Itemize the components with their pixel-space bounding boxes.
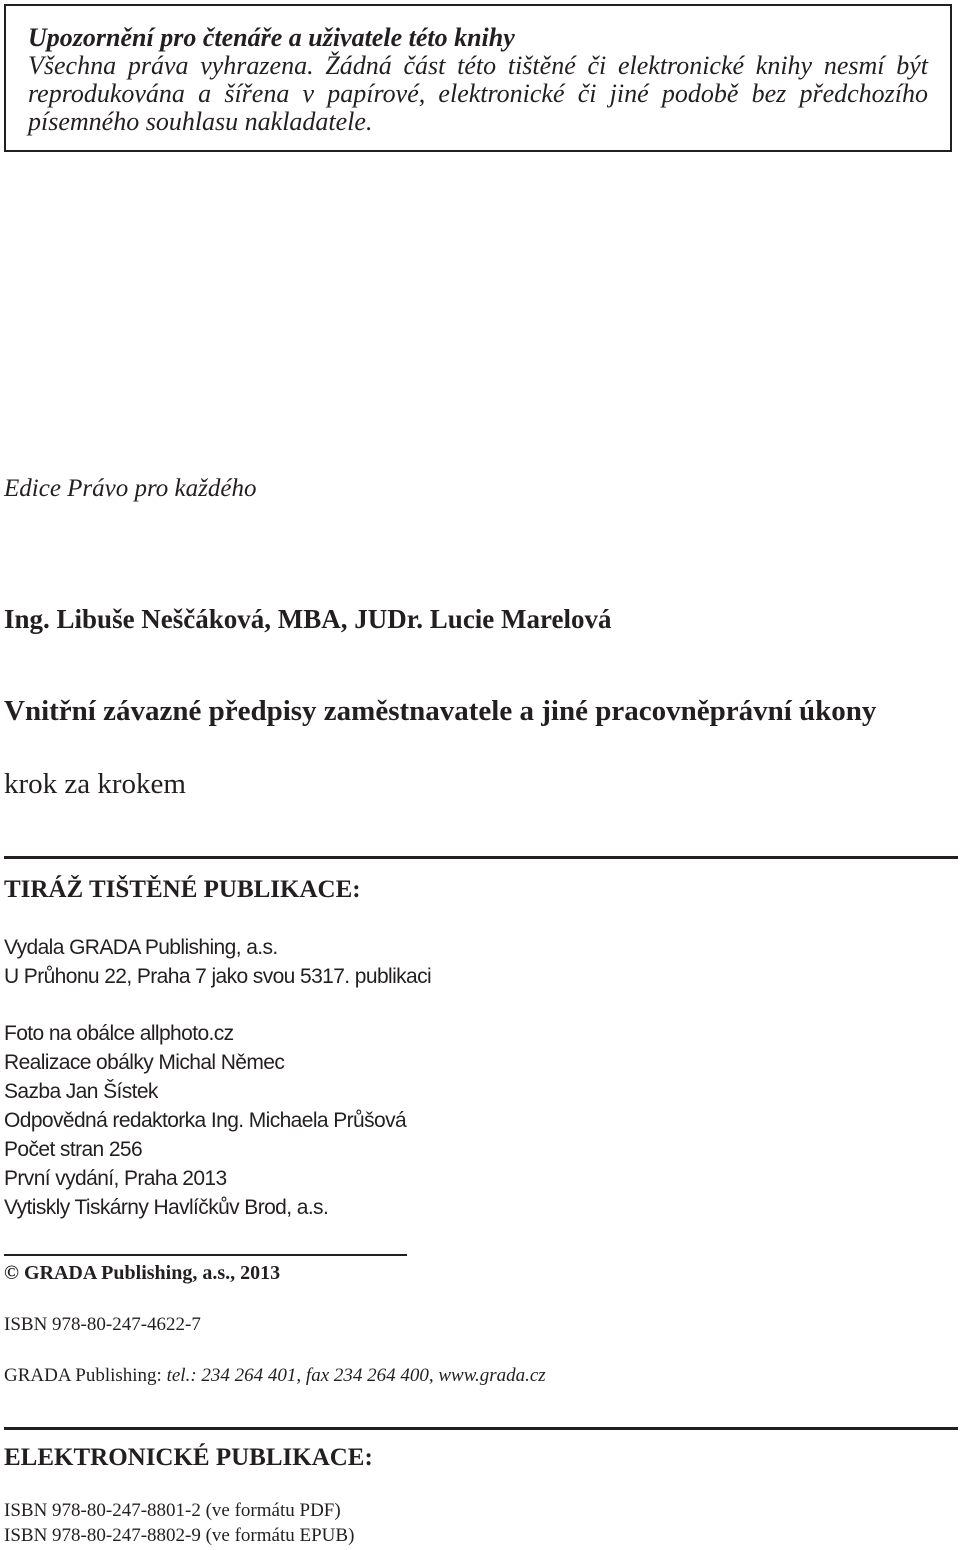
cover-photo-credit: Foto na obálce allphoto.cz [4, 1022, 234, 1045]
publisher-line: Vydala GRADA Publishing, a.s. [4, 936, 278, 959]
notice-body: Všechna práva vyhrazena. Žádná část této tištěné či elektronické knihy nesmí být reprodukována a šířena v papírové, elektronické či jiné podobě bez předchozího písemného souhlasu nakladatele. [28, 51, 928, 136]
copyright-divider [4, 1254, 407, 1256]
series-name: Edice Právo pro každého [4, 475, 257, 502]
edition-info: První vydání, Praha 2013 [4, 1167, 227, 1190]
isbn-pdf: ISBN 978-80-247-8801-2 (ve formátu PDF) [4, 1500, 341, 1521]
electronic-heading: ELEKTRONICKÉ PUBLIKACE: [4, 1444, 373, 1471]
editor-credit: Odpovědná redaktorka Ing. Michaela Průšová [4, 1109, 407, 1132]
book-authors: Ing. Libuše Neščáková, MBA, JUDr. Lucie Marelová [4, 604, 612, 634]
printer-info: Vytiskly Tiskárny Havlíčkův Brod, a.s. [4, 1196, 329, 1219]
notice-title: Upozornění pro čtenáře a uživatele této knihy [28, 23, 515, 52]
isbn-print: ISBN 978-80-247-4622-7 [4, 1314, 201, 1335]
publisher-contact [4, 1365, 546, 1387]
cover-design-credit: Realizace obálky Michal Němec [4, 1051, 285, 1074]
publisher-address: U Průhonu 22, Praha 7 jako svou 5317. publikaci [4, 965, 432, 988]
typesetting-credit: Sazba Jan Šístek [4, 1080, 158, 1103]
copyright-line: © GRADA Publishing, a.s., 2013 [4, 1262, 281, 1284]
page-count: Počet stran 256 [4, 1138, 143, 1161]
book-subtitle: krok za krokem [4, 768, 186, 800]
copyright-notice-box [4, 4, 952, 152]
contact-label: GRADA Publishing: [4, 1365, 162, 1386]
isbn-epub: ISBN 978-80-247-8802-9 (ve formátu EPUB) [4, 1525, 355, 1546]
section-divider-print [4, 856, 958, 859]
section-divider-electronic [4, 1427, 958, 1430]
book-title: Vnitřní závazné předpisy zaměstnavatele a jiné pracovněprávní úkony [4, 695, 877, 727]
contact-details: tel.: 234 264 401, fax 234 264 400, www.grada.cz [161, 1365, 546, 1386]
print-imprint-heading: TIRÁŽ TIŠTĚNÉ PUBLIKACE: [4, 876, 361, 903]
